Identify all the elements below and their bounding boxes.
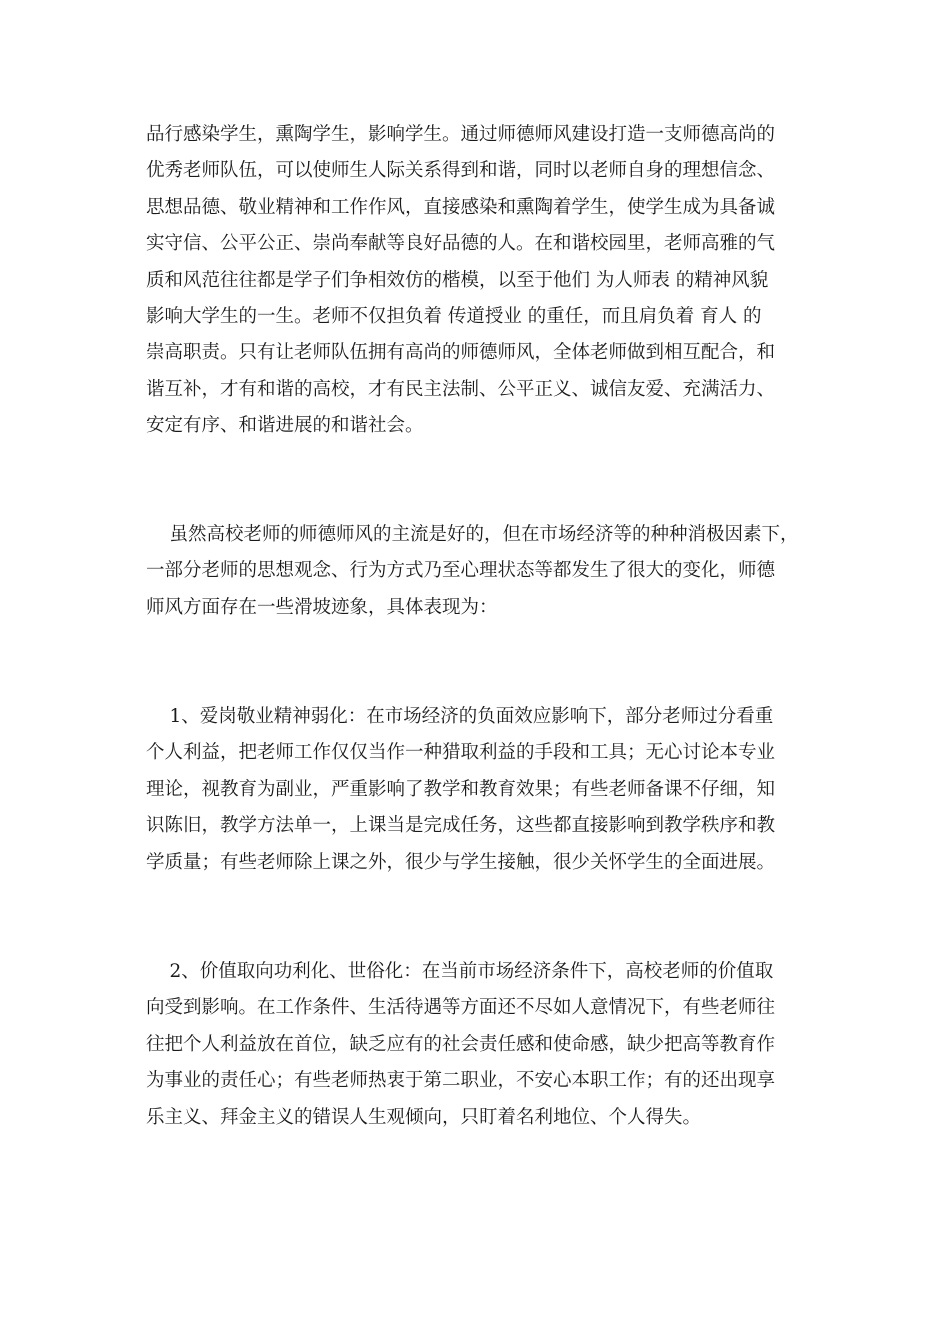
text-line: 往把个人利益放在首位，缺乏应有的社会责任感和使命感，缺少把高等教育作 — [146, 1033, 776, 1055]
text-line: 安定有序、和谐进展的和谐社会。 — [146, 415, 424, 437]
text-line: 影响大学生的一生。老师不仅担负着 传道授业 的重任，而且肩负着 育人 的 — [146, 305, 762, 327]
text-line: 为事业的责任心；有些老师热衷于第二职业，不安心本职工作；有的还出现享 — [146, 1070, 776, 1092]
text-line: 识陈旧，教学方法单一，上课当是完成任务，这些都直接影响到教学秩序和教 — [146, 815, 776, 837]
paragraph-point-1-dedication-weakened — [146, 699, 846, 881]
text-line: 1、爱岗敬业精神弱化：在市场经济的负面效应影响下，部分老师过分看重 — [146, 706, 774, 727]
paragraph-point-2-utilitarian-values — [146, 954, 846, 1136]
text-line: 学质量；有些老师除上课之外，很少与学生接触，很少关怀学生的全面进展。 — [146, 851, 776, 873]
text-line: 思想品德、敬业精神和工作作风，直接感染和熏陶着学生，使学生成为具备诚 — [146, 196, 776, 218]
text-line: 优秀老师队伍，可以使师生人际关系得到和谐，同时以老师自身的理想信念、 — [146, 160, 776, 182]
paragraph-decline-overview — [146, 517, 846, 626]
text-line: 理论，视教育为副业，严重影响了教学和教育效果；有些老师备课不仔细，知 — [146, 778, 776, 800]
text-line: 崇高职责。只有让老师队伍拥有高尚的师德师风，全体老师做到相互配合，和 — [146, 342, 776, 364]
text-line: 质和风范往往都是学子们争相效仿的楷模，以至于他们 为人师表 的精神风貌 — [146, 269, 769, 291]
text-line: 实守信、公平公正、崇尚奉献等良好品德的人。在和谐校园里，老师高雅的气 — [146, 233, 776, 255]
paragraph-teacher-ethics-importance — [146, 117, 846, 445]
text-line: 师风方面存在一些滑坡迹象，具体表现为： — [146, 596, 498, 618]
text-line: 个人利益，把老师工作仅仅当作一种猎取利益的手段和工具；无心讨论本专业 — [146, 742, 776, 764]
text-line: 品行感染学生，熏陶学生，影响学生。通过师德师风建设打造一支师德高尚的 — [146, 124, 776, 145]
text-line: 2、价值取向功利化、世俗化：在当前市场经济条件下，高校老师的价值取 — [146, 961, 774, 982]
text-line: 虽然高校老师的师德师风的主流是好的，但在市场经济等的种种消极因素下， — [146, 524, 799, 545]
text-line: 谐互补，才有和谐的高校，才有民主法制、公平正义、诚信友爱、充满活力、 — [146, 378, 776, 400]
text-line: 一部分老师的思想观念、行为方式乃至心理状态等都发生了很大的变化，师德 — [146, 560, 776, 582]
text-line: 向受到影响。在工作条件、生活待遇等方面还不尽如人意情况下，有些老师往 — [146, 997, 776, 1019]
text-line: 乐主义、拜金主义的错误人生观倾向，只盯着名利地位、个人得失。 — [146, 1106, 702, 1128]
